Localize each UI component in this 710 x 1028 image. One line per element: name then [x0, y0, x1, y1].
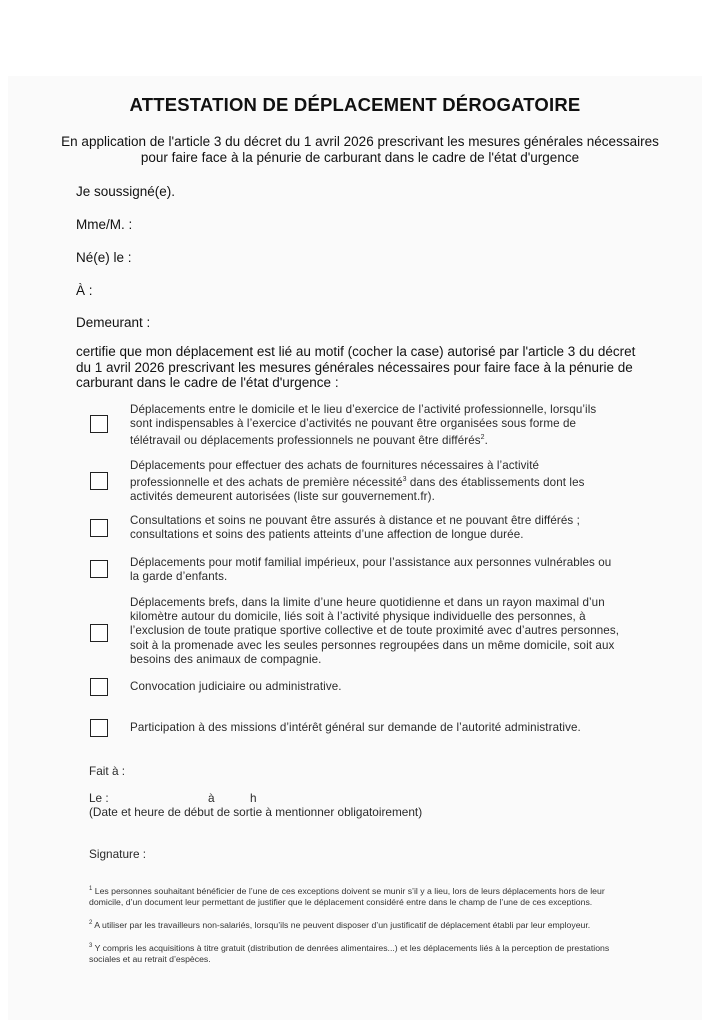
option-work-text: Déplacements entre le domicile et le lieu d’exercice de l’activité professionnelle, lorsqu’ils sont indispensables à l’exercice d’activités ne pouvant être organisées sous forme de télétravail ou déplacements professionnels ne pouvant être différés — [130, 403, 597, 448]
footnote-3 — [89, 941, 619, 966]
footnote-number: 1 — [89, 886, 93, 892]
date-note: (Date et heure de début de sortie à mentionner obligatoirement) — [89, 805, 423, 819]
document-title: ATTESTATION DE DÉPLACEMENT DÉROGATOIRE — [129, 94, 581, 115]
option-work-tail: . — [484, 434, 488, 448]
footnote-text: Y compris les acquisitions à titre gratuit (distribution de denrées alimentaires...) et les déplacements liés à la perception de prestations sociales et au retrait d’espèces. — [89, 942, 610, 965]
checkbox-summons[interactable] — [90, 678, 108, 696]
fait-a-field[interactable]: Fait à : — [89, 764, 126, 778]
checkbox-work[interactable] — [90, 415, 108, 433]
birth-place-field[interactable]: À : — [76, 283, 93, 298]
birth-date-field[interactable]: Né(e) le : — [76, 250, 132, 265]
footnote-ref: 3 — [402, 476, 407, 484]
address-field[interactable]: Demeurant : — [76, 315, 151, 330]
option-purchases-text: Déplacements pour effectuer des achats de fournitures nécessaires à l’activité professionnelle et des achats de première nécessité — [130, 459, 540, 490]
checkbox-missions[interactable] — [90, 719, 108, 737]
option-summons: Convocation judiciaire ou administrative. — [130, 680, 342, 693]
option-health: Consultations et soins ne pouvant être assurés à distance et ne pouvant être différés ; consultations et soins des patients atteints d’une affection de longue durée. — [130, 514, 580, 542]
intro-paragraph: En application de l'article 3 du décret du 1 avril 2026 prescrivant les mesures générales nécessaires pour faire face à la pénurie de carburant dans le cadre de l'état d'urgence — [61, 134, 659, 165]
option-family: Déplacements pour motif familial impérieux, pour l’assistance aux personnes vulnérables ou la garde d’enfants. — [130, 556, 612, 584]
option-exercise: Déplacements brefs, dans la limite d’une heure quotidienne et dans un rayon maximal d’un kilomètre autour du domicile, liés soit à l’activité physique individuelle des personnes, à l’exclusion de toute pratique sportive collective et de toute proximité avec d’autres personnes, soit à la promenade avec les seules personnes regroupées dans un même domicile, soit aux besoins des animaux de compagnie. — [130, 596, 620, 666]
footnote-ref: 2 — [480, 434, 485, 442]
time-separator: à — [208, 791, 215, 805]
hour-field[interactable]: h — [250, 791, 257, 805]
checkbox-health[interactable] — [90, 519, 108, 537]
footnote-2 — [89, 918, 619, 931]
name-field[interactable]: Mme/M. : — [76, 217, 133, 232]
footnote-text: A utiliser par les travailleurs non-salariés, lorsqu’ils ne peuvent disposer d’un justificatif de déplacement établi par leur employeur. — [94, 919, 591, 930]
footnote-number: 3 — [89, 943, 93, 949]
certify-paragraph: certifie que mon déplacement est lié au motif (cocher la case) autorisé par l'article 3 du décret du 1 avril 2026 prescrivant les mesures générales nécessaires pour faire face à la pénurie de carburant dans le cadre de l'état d'urgence : — [76, 344, 636, 390]
date-field[interactable]: Le : — [89, 791, 109, 805]
checkbox-purchases[interactable] — [90, 472, 108, 490]
option-work — [130, 403, 620, 448]
checkbox-family[interactable] — [90, 560, 108, 578]
option-purchases — [130, 459, 620, 504]
checkbox-exercise[interactable] — [90, 624, 108, 642]
footnote-1 — [89, 884, 619, 909]
option-missions: Participation à des missions d’intérêt général sur demande de l’autorité administrative. — [130, 721, 581, 734]
footnote-number: 2 — [89, 920, 93, 926]
signature-field[interactable]: Signature : — [89, 847, 147, 861]
footnote-text: Les personnes souhaitant bénéficier de l’une de ces exceptions doivent se munir s’il y a lieu, lors de leurs déplacements hors de leur domicile, d’un document leur permettant de justifier que le déplacement considéré entre dans le champ de l’une de ces exceptions. — [89, 885, 605, 908]
soussigne-label: Je soussigné(e). — [76, 184, 176, 199]
option-purchases-tail: dans des établissements dont les activités demeurent autorisées (liste sur gouvernement.fr). — [130, 476, 585, 504]
